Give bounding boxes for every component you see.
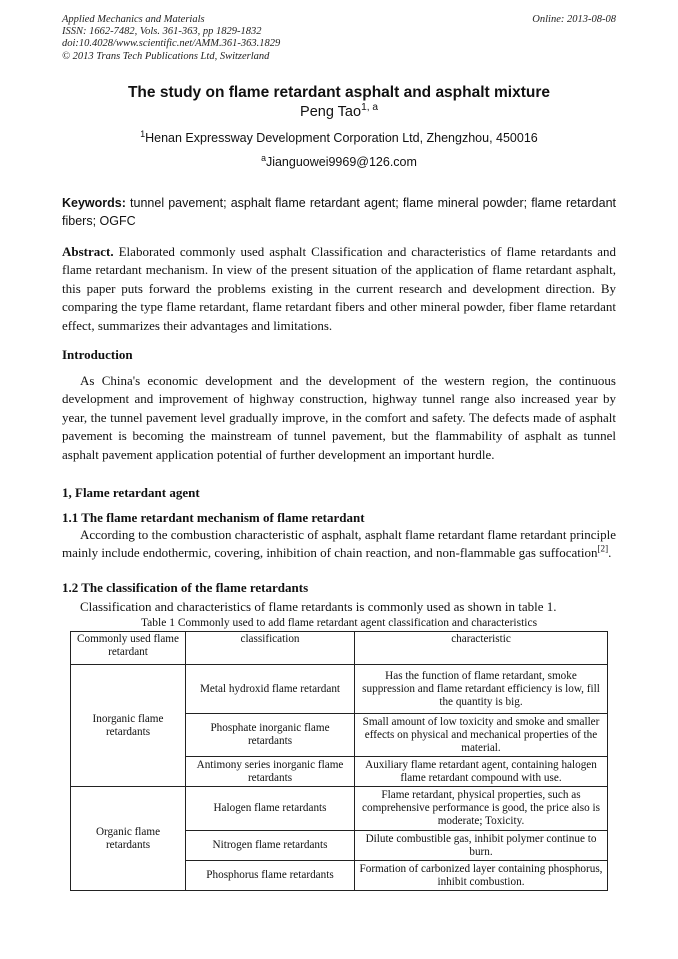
journal-name: Applied Mechanics and Materials xyxy=(62,14,205,25)
keywords-label: Keywords: xyxy=(62,196,126,210)
abstract-label: Abstract. xyxy=(62,244,114,259)
section1-heading: 1, Flame retardant agent xyxy=(62,485,200,500)
characteristic-cell: Small amount of low toxicity and smoke and smaller effects on physical and mechanical properties of the material. xyxy=(355,714,608,757)
group-cell-inorganic: Inorganic flame retardants xyxy=(71,665,186,787)
abstract xyxy=(62,243,616,335)
citation-ref[interactable]: [2] xyxy=(597,544,609,555)
author-line xyxy=(62,104,616,120)
affiliation-text: Henan Expressway Development Corporation Ltd, Zhengzhou, 450016 xyxy=(145,131,538,145)
group-cell-organic: Organic flame retardants xyxy=(71,787,186,891)
classification-cell: Phosphate inorganic flame retardants xyxy=(186,714,355,757)
characteristic-cell: Auxiliary flame retardant agent, containing halogen flame retardant compound with use. xyxy=(355,757,608,787)
introduction-text: As China's economic development and the development of the western region, the continuous development and improvement of highway construction, highway tunnel range also increased year by year, the tunnel pavement level gradually improve, in the comfort and safety. The defects made of asphalt pavement is becoming the mainstream of tunnel pavement, but the flammability of asphalt as tunnel asphalt pavement application potential of further development an important hurdle. xyxy=(62,373,616,462)
affiliation xyxy=(62,128,616,145)
characteristic-cell: Has the function of flame retardant, smoke suppression and flame retardant efficiency is low, fill the quantity is big. xyxy=(355,665,608,714)
classification-cell: Halogen flame retardants xyxy=(186,787,355,831)
flame-retardant-table xyxy=(70,631,608,891)
keywords-text: tunnel pavement; asphalt flame retardant agent; flame mineral powder; flame retardant fibers; OGFC xyxy=(62,196,616,228)
journal-header xyxy=(62,14,616,63)
abstract-text: Elaborated commonly used asphalt Classification and characteristics of flame retardants and flame retardant mechanism. In view of the present situation of the application of flame retardant asphalt, this paper puts forward the problems existing in the current research and development direction. By comparing the type flame retardant, flame retardant fibers and other mineral powder, fiber flame retardant effect, summarizes their advantages and limitations. xyxy=(62,244,616,333)
affiliation-superscript: 1 xyxy=(140,128,146,139)
online-date: Online: 2013-08-08 xyxy=(532,14,616,25)
section1-1-text xyxy=(62,526,616,563)
characteristic-cell: Flame retardant, physical properties, such as comprehensive performance is good, the price also is moderate; Toxicity. xyxy=(355,787,608,831)
email-line xyxy=(62,152,616,169)
author-name: Peng Tao xyxy=(300,104,362,120)
copyright-line: © 2013 Trans Tech Publications Ltd, Switzerland xyxy=(62,50,270,62)
section1-1-heading: 1.1 The flame retardant mechanism of flame retardant xyxy=(62,510,365,525)
keywords xyxy=(62,194,616,230)
table-row xyxy=(71,665,608,714)
table-header-cell: classification xyxy=(186,632,355,665)
table-header-cell: Commonly used flame retardant xyxy=(71,632,186,665)
introduction-heading: Introduction xyxy=(62,347,133,362)
doi-line: doi:10.4028/www.scientific.net/AMM.361-363.1829 xyxy=(62,38,281,50)
email-superscript: a xyxy=(261,152,266,163)
table-row xyxy=(71,787,608,831)
classification-cell: Antimony series inorganic flame retardants xyxy=(186,757,355,787)
table-caption: Table 1 Commonly used to add flame retardant agent classification and characteristics xyxy=(140,617,538,629)
email-address[interactable]: Jianguowei9969@126.com xyxy=(265,155,417,169)
issn-line: ISSN: 1662-7482, Vols. 361-363, pp 1829-1832 xyxy=(62,26,262,38)
paper-title: The study on flame retardant asphalt and asphalt mixture xyxy=(127,84,551,101)
section1-2-heading: 1.2 The classification of the flame retardants xyxy=(62,580,309,595)
characteristic-cell: Formation of carbonized layer containing phosphorus, inhibit combustion. xyxy=(355,861,608,891)
section1-1-end: . xyxy=(608,545,612,561)
section1-2-text: Classification and characteristics of flame retardants is commonly used as shown in table 1. xyxy=(80,599,557,614)
classification-cell: Phosphorus flame retardants xyxy=(186,861,355,891)
section1-1-body: According to the combustion characteristic of asphalt, asphalt flame retardant flame retardant principle mainly include endothermic, covering, inhibition of chain reaction, and non-flammable gas suffocation xyxy=(62,527,616,561)
table-header-row xyxy=(71,632,608,665)
characteristic-cell: Dilute combustible gas, inhibit polymer continue to burn. xyxy=(355,831,608,861)
table-header-cell: characteristic xyxy=(355,632,608,665)
classification-cell: Nitrogen flame retardants xyxy=(186,831,355,861)
classification-cell: Metal hydroxid flame retardant xyxy=(186,665,355,714)
author-superscript: 1, a xyxy=(361,102,378,114)
